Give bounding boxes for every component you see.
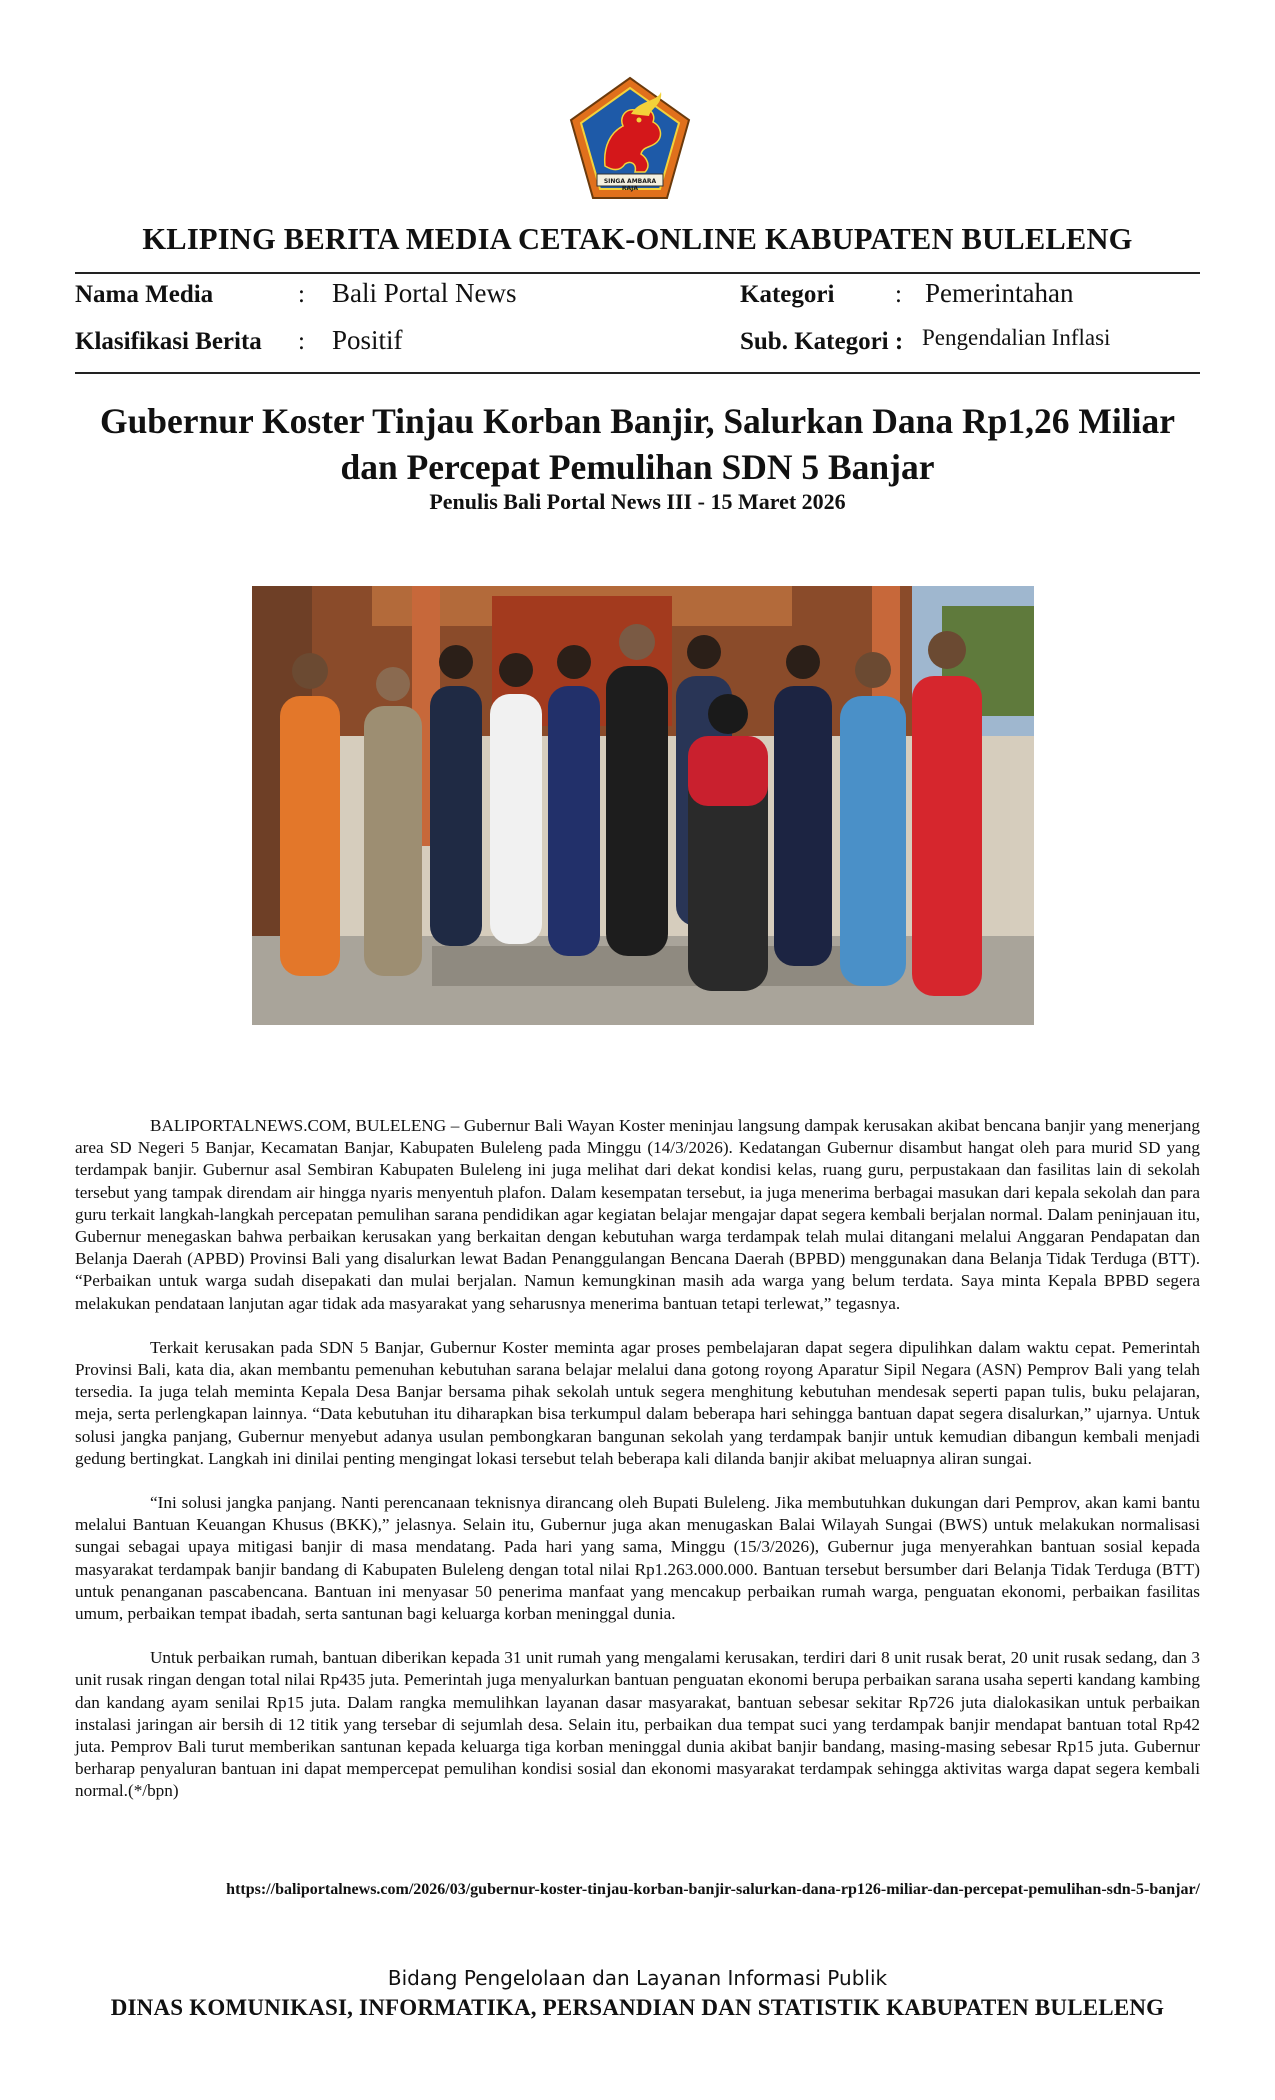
nama-media-value: Bali Portal News — [332, 278, 517, 308]
article-byline: Penulis Bali Portal News III - 15 Maret 2026 — [429, 489, 846, 514]
footer-division: Bidang Pengelolaan dan Layanan Informasi Publik — [387, 1966, 888, 1990]
kategori-value: Pemerintahan — [925, 278, 1074, 308]
sub-kategori-label-wrap — [740, 328, 903, 356]
klasifikasi-berita-value: Positif — [332, 325, 403, 355]
logo-motto: SINGA AMBARA RAJA — [603, 178, 657, 192]
headline-line-2: dan Percepat Pemulihan SDN 5 Banjar — [340, 447, 935, 487]
headline-line-1: Gubernur Koster Tinjau Korban Banjir, Salurkan Dana Rp1,26 Miliar — [99, 401, 1176, 441]
header-divider-bottom — [75, 372, 1200, 374]
nama-media-colon — [298, 281, 305, 309]
article-paragraph-4: Untuk perbaikan rumah, bantuan diberikan kepada 31 unit rumah yang mengalami kerusakan, terdiri dari 8 unit rusak berat, 20 unit rusak sedang, dan 3 unit rusak ringan dengan total nilai Rp435 juta. Pemerintah juga menyalurkan bantuan penguatan ekonomi berupa perbaikan sarana usaha seperti kandang kambing dan kandang ayam senilai Rp15 juta. Dalam rangka memulihkan layanan dasar masyarakat, bantuan sebesar sekitar Rp726 juta dialokasikan untuk perbaikan instalasi jaringan air bersih di 12 titik yang tersebar di sejumlah desa. Selain itu, perbaikan dua tempat suci yang terdampak banjir mendapat bantuan total Rp42 juta. Pemprov Bali turut memberikan santunan kepada keluarga tiga korban meninggal dunia akibat banjir bandang, masing-masing sebesar Rp15 juta. Gubernur berharap penyaluran bantuan ini dapat mempercepat pemulihan kondisi sosial dan ekonomi masyarakat terdampak sehingga aktivitas warga dapat segera kembali normal.(*/bpn) — [75, 1648, 1200, 1801]
article-paragraph-2: Terkait kerusakan pada SDN 5 Banjar, Gubernur Koster meminta agar proses pembelajaran dapat segera dipulihkan dalam waktu cepat. Pemerintah Provinsi Bali, kata dia, akan membantu pemenuhan kebutuhan sarana belajar melalui dana gotong royong Aparatur Sipil Negara (ASN) Pemprov Bali yang telah tersedia. Ia juga telah meminta Kepala Desa Banjar bersama pihak sekolah untuk segera menghitung kebutuhan mendesak seperti papan tulis, buku pelajaran, meja, serta perlengkapan lainnya. “Data kebutuhan itu diharapkan bisa terkumpul dalam beberapa hari sehingga bantuan dapat segera disalurkan,” ujarnya. Untuk solusi jangka panjang, Gubernur menyebut adanya usulan pembongkaran bangunan sekolah yang terdampak banjir untuk kemudian dibangun kembali menjadi gedung bertingkat. Langkah ini dinilai penting mengingat lokasi tersebut telah beberapa kali dilanda banjir akibat meluapnya aliran sungai. — [75, 1337, 1200, 1468]
klasifikasi-berita-label: Klasifikasi Berita — [75, 328, 262, 355]
colon: : — [895, 281, 902, 308]
kliping-header-title: KLIPING BERITA MEDIA CETAK-ONLINE KABUPATEN BULELENG — [142, 222, 1133, 256]
klasifikasi-label-wrap — [75, 328, 262, 356]
sub-kategori-label: Sub. Kategori : — [740, 328, 904, 355]
article-paragraph-3: “Ini solusi jangka panjang. Nanti perencanaan teknisnya dirancang oleh Bupati Buleleng. Jika membutuhkan dukungan dari Pemprov, akan kami bantu melalui Bantuan Keuangan Khusus (BKK),” jelasnya. Selain itu, Gubernur juga akan menugaskan Balai Wilayah Sungai (BWS) untuk melakukan normalisasi sungai sebagai upaya mitigasi banjir di masa mendatang. Pada hari yang sama, Minggu (15/3/2026), Gubernur juga menyerahkan bantuan sosial kepada masyarakat terdampak banjir bandang di Kabupaten Buleleng dengan total nilai Rp1.263.000.000. Bantuan tersebut bersumber dari Belanja Tidak Terduga (BTT) untuk penanganan pascabencana. Bantuan ini menyasar 50 penerima manfaat yang mencakup perbaikan rumah warga, penguatan ekonomi, perbaikan fasilitas umum, perbaikan tempat ibadah, serta santunan bagi keluarga korban meninggal dunia. — [75, 1493, 1200, 1624]
footer-agency: DINAS KOMUNIKASI, INFORMATIKA, PERSANDIAN DAN STATISTIK KABUPATEN BULELENG — [110, 1995, 1165, 2020]
sub-kategori-value: Pengendalian Inflasi — [922, 325, 1111, 350]
group-photo-illustration — [252, 586, 1034, 1025]
klasifikasi-colon — [298, 328, 305, 356]
nama-media-label-wrap — [75, 281, 213, 309]
article-photo — [252, 586, 1034, 1025]
kategori-colon — [895, 281, 902, 309]
nama-media-label: Nama Media — [75, 281, 214, 308]
kategori-label-wrap — [740, 281, 834, 309]
people-group — [280, 624, 982, 996]
article-body — [75, 1115, 1200, 1825]
article-headline — [60, 398, 1215, 490]
header-divider-top — [75, 272, 1200, 274]
colon: : — [298, 328, 305, 355]
article-paragraph-1: BALIPORTALNEWS.COM, BULELENG – Gubernur Bali Wayan Koster meninjau langsung dampak kerusakan akibat bencana banjir yang menerjang area SD Negeri 5 Banjar, Kecamatan Banjar, Kabupaten Buleleng pada Minggu (14/3/2026). Kedatangan Gubernur disambut hangat oleh para murid SD yang terdampak banjir. Gubernur asal Sembiran Kabupaten Buleleng ini juga melihat dari dekat kondisi kelas, ruang guru, perpustakaan dan fasilitas lain di sekolah tersebut yang tampak direndam air hingga nyaris menyentuh plafon. Dalam kesempatan tersebut, ia juga menerima berbagai masukan dari kepala sekolah dan para guru terkait langkah-langkah percepatan pemulihan sarana pendidikan agar kegiatan belajar mengajar dapat segera kembali berjalan normal. Dalam peninjauan itu, Gubernur menegaskan bahwa perbaikan kerusakan yang berkaitan dengan kebutuhan warga terdampak telah mulai ditangani melalui Anggaran Pendapatan dan Belanja Daerah (APBD) Provinsi Bali yang disalurkan lewat Badan Penanggulangan Bencana Daerah (BPBD) menggunakan dana Belanja Tidak Terduga (BTT). “Perbaikan untuk warga sudah disepakati dan mulai berjalan. Namun kemungkinan masih ada warga yang belum terdata. Saya minta Kepala BPBD segera melakukan pendataan lanjutan agar tidak ada masyarakat yang seharusnya menerima bantuan tetapi terlewat,” tegasnya. — [75, 1116, 1200, 1313]
kategori-label: Kategori — [740, 281, 835, 308]
colon: : — [298, 281, 305, 308]
article-source-url[interactable]: https://baliportalnews.com/2026/03/gubernur-koster-tinjau-korban-banjir-salurkan-dana-rp126-miliar-dan-percepat-pemulihan-sdn-5-banjar/ — [226, 1881, 1200, 1898]
